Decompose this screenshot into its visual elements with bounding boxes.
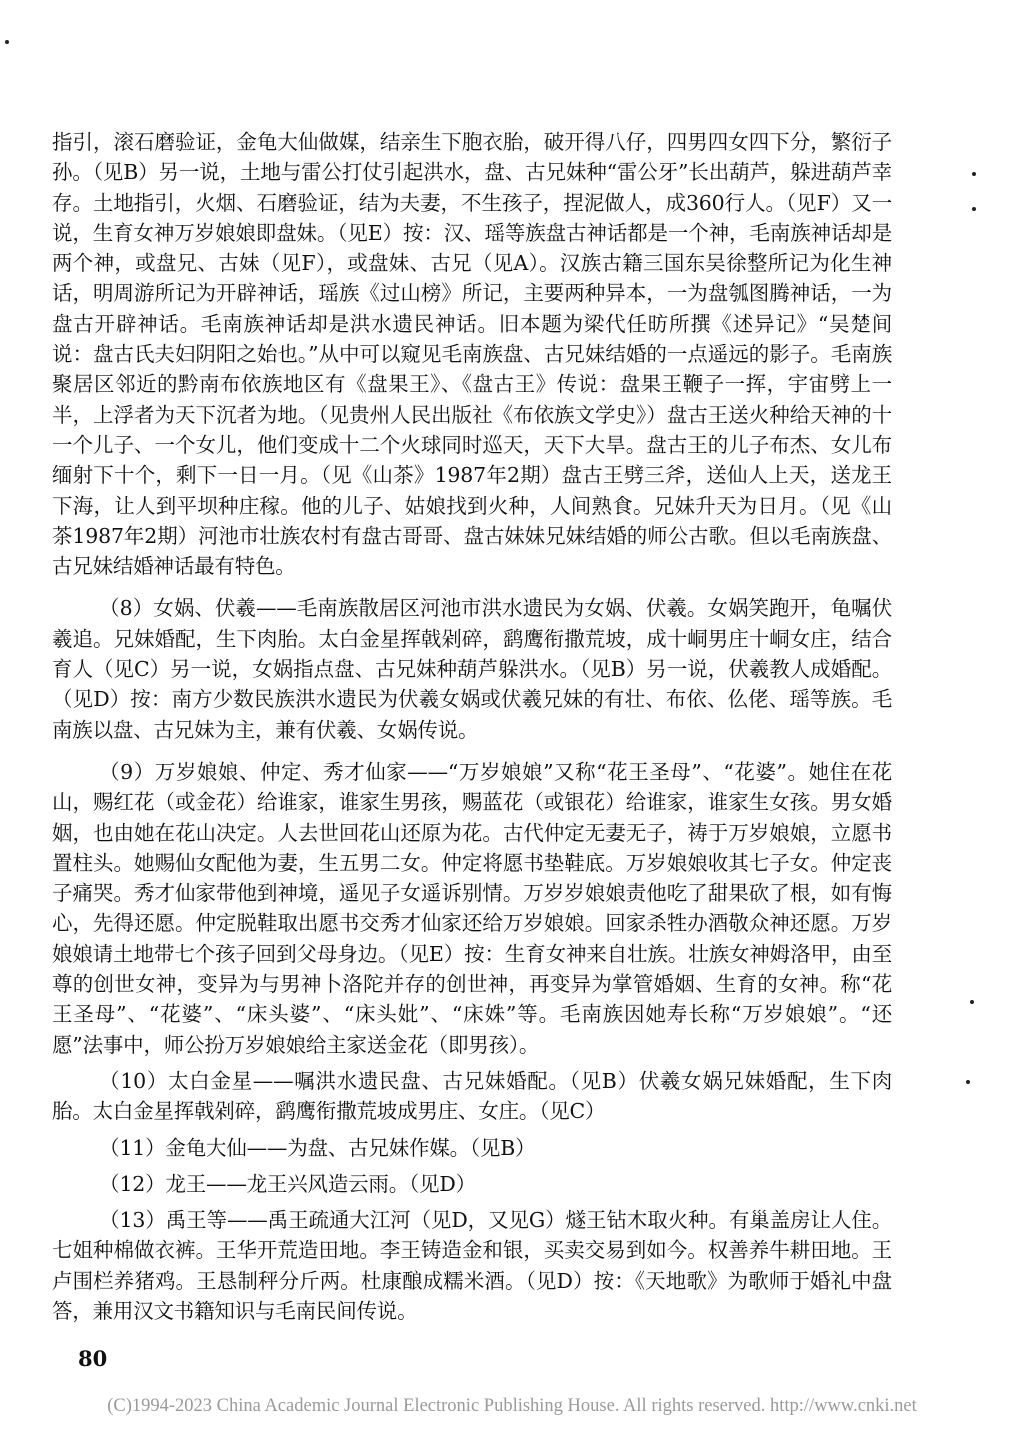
paragraph-longwang: （12）龙王——龙王兴风造云雨。（见D） bbox=[99, 1171, 476, 1196]
paragraph-wansui-niangniang: （9）万岁娘娘、仲定、秀才仙家——“万岁娘娘”又称“花王圣母”、“花婆”。她住在花山，赐红花（或金花）给谁家，谁家生男孩，赐蓝花（或银花）给谁家，谁家生女孩。男女婚姻，也由她在花山决定。人去世回花山还原为花。古代仲定无妻无子，祷于万岁娘娘，立愿书置柱头。她赐仙女配他为妻，生五男二女。仲定将愿书垫鞋底。万岁娘娘收其七子女。仲定丧子痛哭。秀才仙家带他到神境，遥见子女遥诉别情。万岁岁娘娘责他吃了甜果砍了根，如有悔心，先得还愿。仲定脱鞋取出愿书交秀才仙家还给万岁娘娘。回家杀牲办酒敬众神还愿。万岁娘娘请土地带七个孩子回到父母身边。（见E）按：生育女神来自壮族。壮族女神姆洛甲，由至尊的创世女神，变异为与男神卜洛陀并存的创世神，再变异为掌管婚姻、生育的女神。称“花王圣母”、“花婆”、“床头婆”、“床头妣”、“床姝”等。毛南族因她寿长称“万岁娘娘”。“还愿”法事中，师公扮万岁娘娘给主家送金花（即男孩）。 bbox=[52, 759, 892, 1057]
scan-speck bbox=[972, 172, 976, 176]
page-number: 80 bbox=[78, 1346, 108, 1371]
copyright-footer: (C)1994-2023 China Academic Journal Electronic Publishing House. All rights reserved. http://www.cnki.net bbox=[107, 1396, 917, 1416]
paragraph-jingui-daxian: （11）金龟大仙——为盘、古兄妹作媒。（见B） bbox=[99, 1135, 536, 1160]
body-text bbox=[52, 127, 892, 1326]
paragraph-taibai-jinxing: （10）太白金星——嘱洪水遗民盘、古兄妹婚配。（见B）伏羲女娲兄妹婚配，生下肉胎。太白金星挥戟剁碎，鹞鹰衔撒荒坡成男庄、女庄。（见C） bbox=[52, 1068, 892, 1124]
paragraph-yuwang: （13）禹王等——禹王疏通大江河（见D，又见G）燧王钻木取火种。有巢盖房让人住。七姐种棉做衣裤。王华开荒造田地。李王铸造金和银，买卖交易到如今。权善养牛耕田地。王卢围栏养猪鸡。王恳制秤分斤两。杜康酿成糯米酒。（见D）按：《天地歌》为歌师于婚礼中盘答，兼用汉文书籍知识与毛南民间传说。 bbox=[52, 1208, 892, 1323]
scan-speck bbox=[972, 207, 976, 211]
paragraph-nuwa-fuxi: （8）女娲、伏羲——毛南族散居区河池市洪水遗民为女娲、伏羲。女娲笑跑开，龟嘱伏羲追。兄妹婚配，生下肉胎。太白金星挥戟剁碎，鹞鹰衔撒荒坡，成十峒男庄十峒女庄，结合育人（见C）另一说，女娲指点盘、古兄妹种葫芦躲洪水。（见B）另一说，伏羲教人成婚配。（见D）按：南方少数民族洪水遗民为伏羲女娲或伏羲兄妹的有壮、布依、仫佬、瑶等族。毛南族以盘、古兄妹为主，兼有伏羲、女娲传说。 bbox=[52, 596, 892, 742]
scan-speck bbox=[966, 1080, 970, 1084]
scan-speck bbox=[970, 1000, 974, 1004]
scan-speck bbox=[5, 40, 9, 44]
paragraph-pangu-continued: 指引，滚石磨验证，金龟大仙做媒，结亲生下胞衣胎，破开得八仔，四男四女四下分，繁衍子孙。（见B）另一说，土地与雷公打仗引起洪水，盘、古兄妹种“雷公牙”长出葫芦，躲进葫芦幸存。土地指引，火烟、石磨验证，结为夫妻，不生孩子，捏泥做人，成360行人。（见F）又一说，生育女神万岁娘娘即盘妹。（见E）按：汉、瑶等族盘古神话都是一个神，毛南族神话却是两个神，或盘兄、古妹（见F），或盘妹、古兄（见A）。汉族古籍三国东吴徐整所记为化生神话，明周游所记为开辟神话，瑶族《过山榜》所记，主要两种异本，一为盘瓠图腾神话，一为盘古开辟神话。毛南族神话却是洪水遗民神话。旧本题为梁代任昉所撰《述异记》“吴楚间说：盘古氏夫妇阴阳之始也。”从中可以窥见毛南族盘、古兄妹结婚的一点遥远的影子。毛南族聚居区邻近的黔南布依族地区有《盘果王》、《盘古王》传说：盘果王鞭子一挥，宇宙劈上一半，上浮者为天下沉者为地。（见贵州人民出版社《布依族文学史》）盘古王送火种给天神的十一个儿子、一个女儿，他们变成十二个火球同时巡天，天下大旱。盘古王的儿子布杰、女儿布缅射下十个，剩下一日一月。（见《山茶》1987年2期）盘古王劈三斧，送仙人上天，送龙王下海，让人到平坝种庄稼。他的儿子、姑娘找到火种，人间熟食。兄妹升天为日月。（见《山茶1987年2期）河池市壮族农村有盘古哥哥、盘古妹妹兄妹结婚的师公古歌。但以毛南族盘、古兄妹结婚神话最有特色。 bbox=[52, 130, 892, 579]
